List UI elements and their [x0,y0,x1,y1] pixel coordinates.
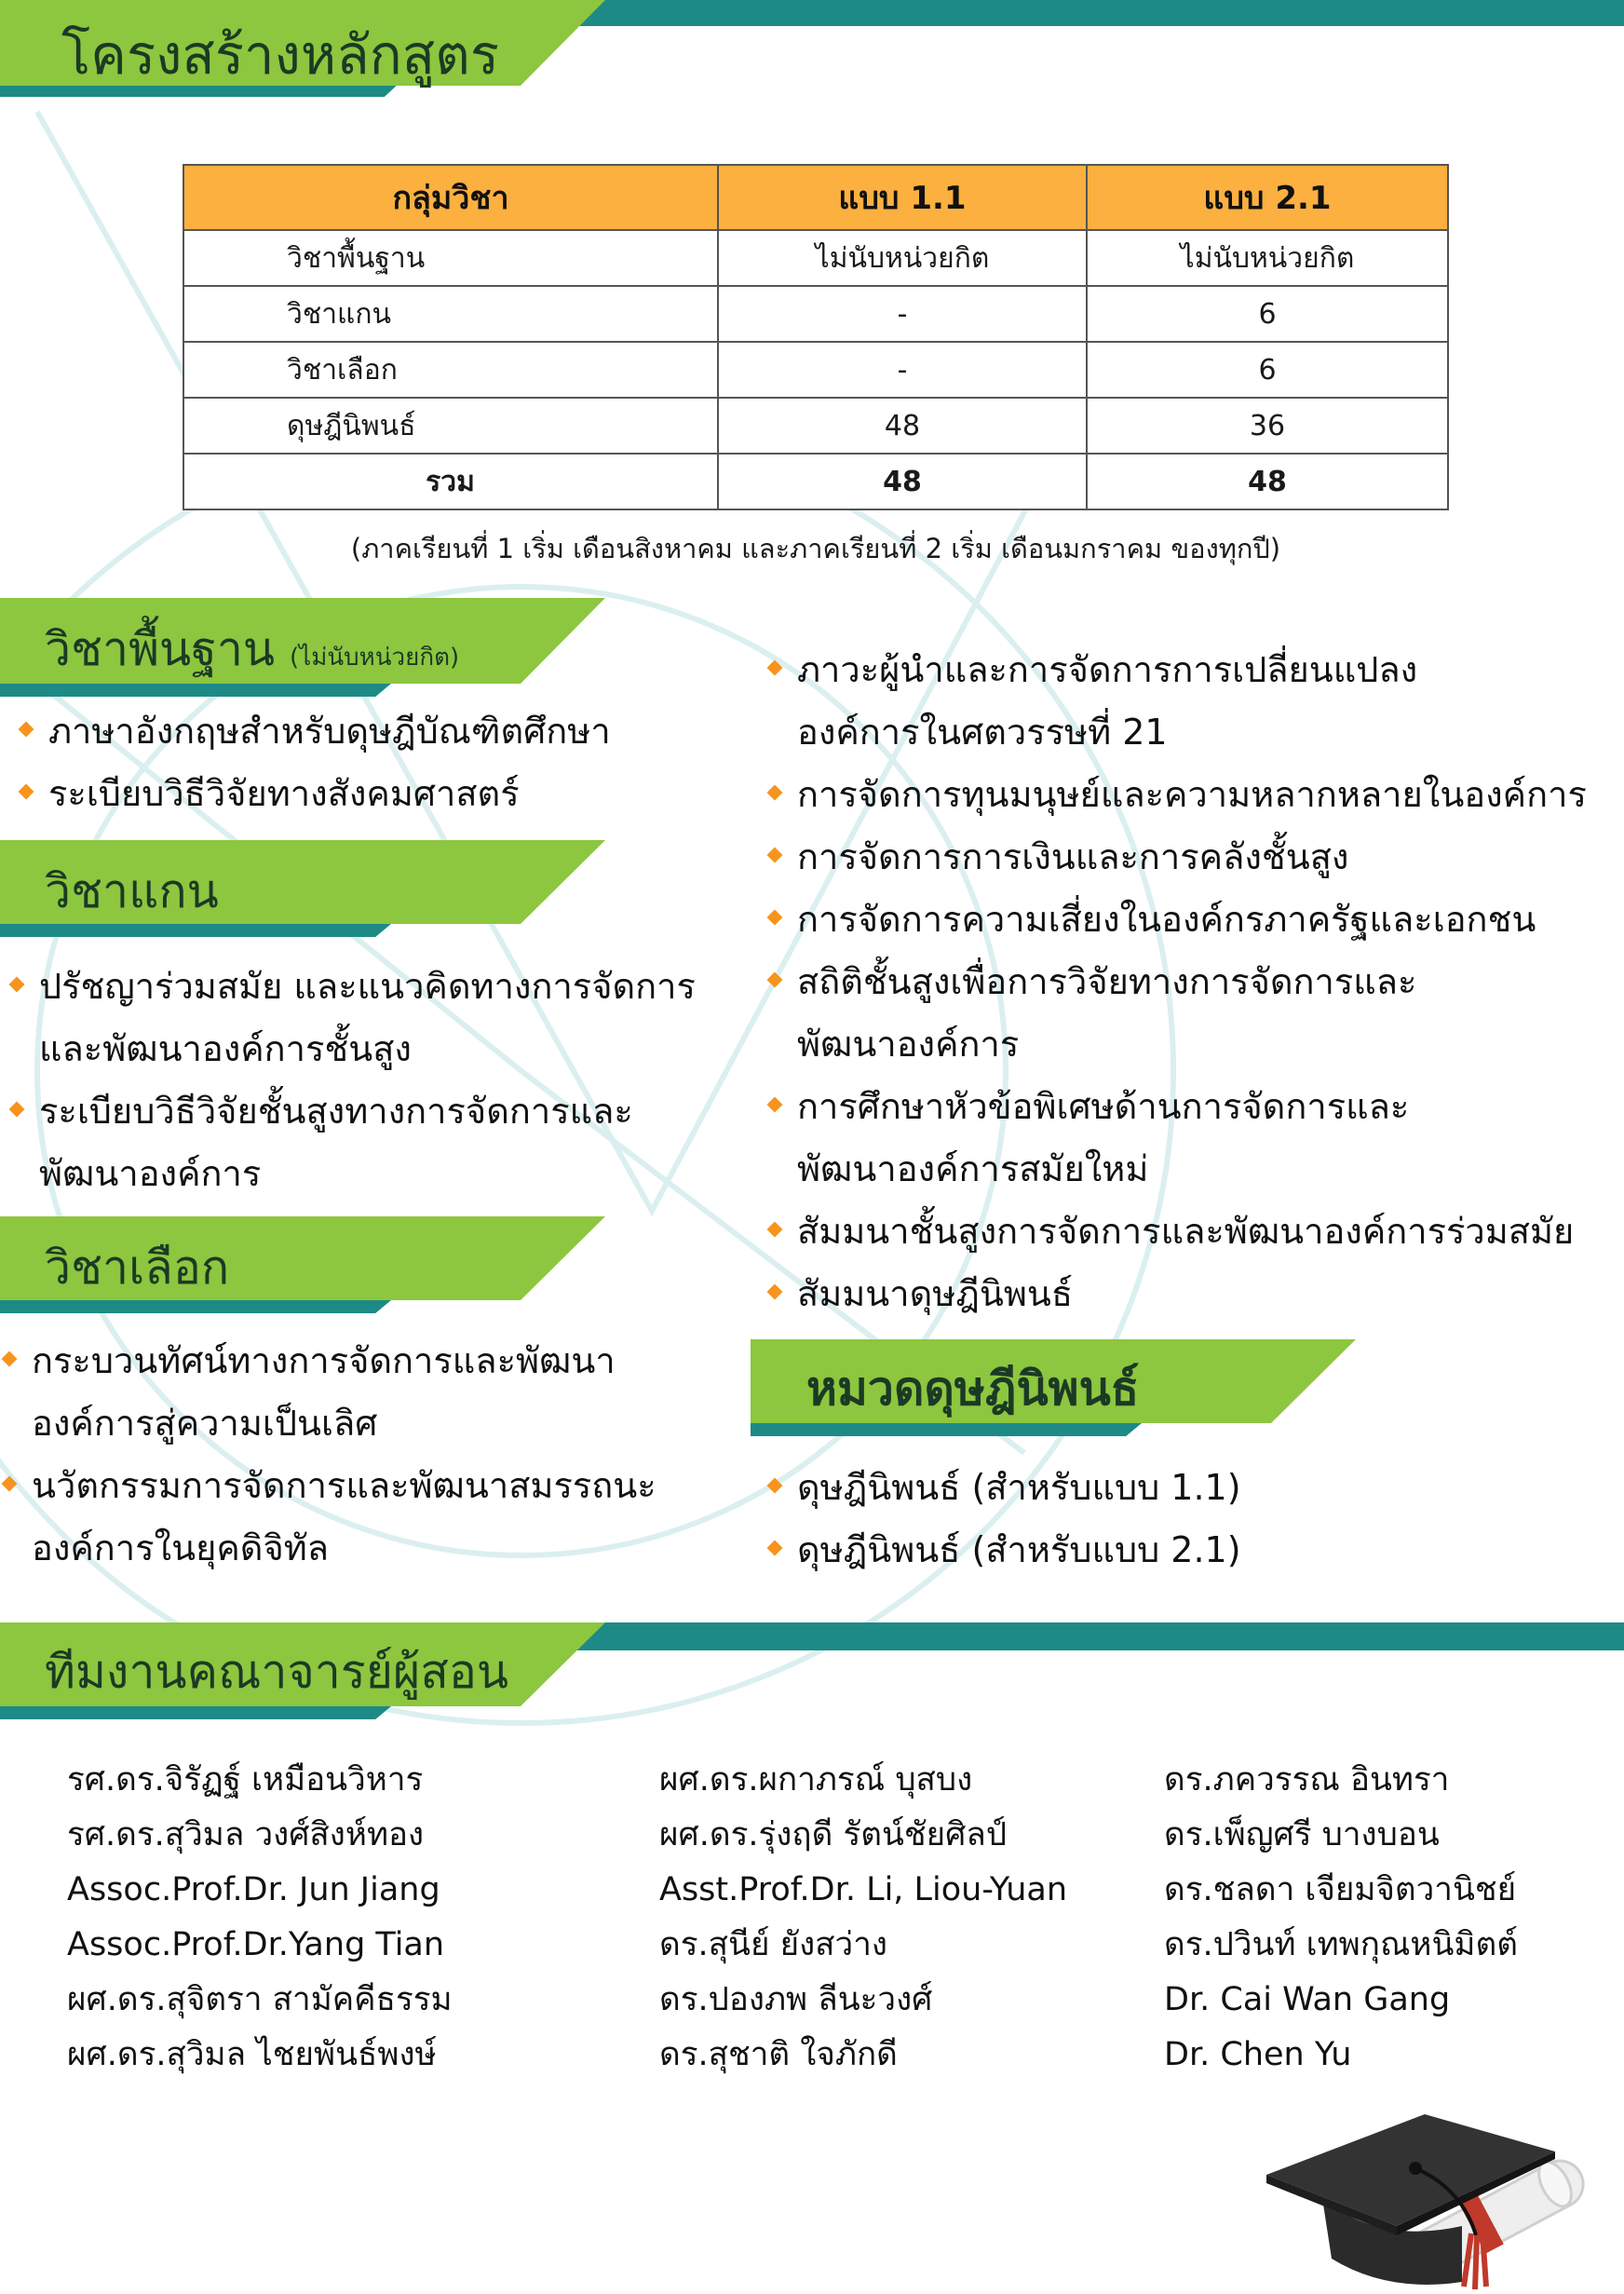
list-item: การศึกษาหัวข้อพิเศษด้านการจัดการและ [765,1076,1587,1138]
faculty-name: ดร.ชลดา เจียมจิตวานิชย์ [1164,1871,1517,1908]
faculty-name: Dr. Chen Yu [1164,2036,1352,2073]
faculty-name: ผศ.ดร.สุจิตรา สามัคคีธรรม [67,1981,453,2018]
list-item: ระเบียบวิธีวิจัยทางสังคมศาสตร์ [17,763,611,825]
semester-note: (ภาคเรียนที่ 1 เริ่ม เดือนสิงหาคม และภาคเรียนที่ 2 เริ่ม เดือนมกราคม ของทุกปี) [350,533,1281,564]
table-header-cell: แบบ 2.1 [1087,165,1448,230]
section-banner-foundation [0,598,615,697]
table-row [183,286,1448,342]
section-banner-elective [0,1216,615,1313]
section-title: วิชาพื้นฐาน [45,622,276,676]
list-item: นวัตกรรมการจัดการและพัฒนาสมรรถนะ [0,1455,656,1517]
table-cell: 6 [1087,342,1448,398]
list-item: ภาวะผู้นำและการจัดการการเปลี่ยนแปลง [765,639,1587,701]
list-item: ดุษฎีนิพนธ์ (สำหรับแบบ 1.1) [765,1457,1241,1519]
list-item-continuation: พัฒนาองค์การ [797,1024,1020,1065]
list-item: สัมมนาชั้นสูงการจัดการและพัฒนาองค์การร่วมสมัย [765,1201,1587,1263]
list-item: ปรัชญาร่วมสมัย และแนวคิดทางการจัดการ [7,956,696,1018]
table-row [183,342,1448,398]
table-cell: ดุษฎีนิพนธ์ [183,398,718,454]
table-cell: - [718,342,1087,398]
bullet-icon [767,972,783,988]
bullet-icon [2,1476,18,1492]
list-item: สัมมนาดุษฎีนิพนธ์ [765,1263,1587,1325]
section-subtitle: (ไม่นับหน่วยกิต) [289,644,460,672]
elective-list-right [765,639,1587,1325]
list-item: ภาษาอังกฤษสำหรับดุษฎีบัณฑิตศึกษา [17,700,611,763]
list-item-continuation: องค์การในศตวรรษที่ 21 [797,712,1168,753]
dissertation-list [765,1457,1241,1581]
core-list [7,956,696,1205]
table-cell: วิชาเลือก [183,342,718,398]
faculty-name: Dr. Cai Wan Gang [1164,1981,1451,2018]
foundation-list [17,700,611,825]
section-banner-core [0,840,615,937]
list-item: กระบวนทัศน์ทางการจัดการและพัฒนา [0,1330,656,1392]
section-title: หมวดดุษฎีนิพนธ์ [806,1362,1140,1416]
section-title: ทีมงานคณาจารย์ผู้สอน [45,1645,509,1699]
bullet-icon [19,722,34,738]
bullet-icon [767,1097,783,1113]
page-title: โครงสร้างหลักสูตร [61,23,499,87]
table-cell: 6 [1087,286,1448,342]
bullet-icon [2,1351,18,1367]
table-row [183,398,1448,454]
faculty-name: ผศ.ดร.ผกาภรณ์ บุสบง [659,1761,973,1799]
bullet-icon [767,785,783,801]
section-banner-faculty [0,1622,615,1719]
list-item-continuation: องค์การสู่ความเป็นเลิศ [32,1403,378,1444]
list-item-continuation: พัฒนาองค์การสมัยใหม่ [797,1148,1149,1189]
curriculum-table [183,164,1449,510]
list-item: ดุษฎีนิพนธ์ (สำหรับแบบ 2.1) [765,1519,1241,1581]
faculty-column-1 [67,1753,453,2083]
table-cell: วิชาแกน [183,286,718,342]
table-cell: - [718,286,1087,342]
graduation-cap-icon [1248,2086,1620,2291]
faculty-column-3 [1164,1753,1518,2083]
table-header-cell: กลุ่มวิชา [183,165,718,230]
faculty-name: รศ.ดร.สุวิมล วงศ์สิงห์ทอง [67,1816,425,1853]
bullet-icon [767,1541,783,1556]
list-item: การจัดการความเสี่ยงในองค์กรภาครัฐและเอกชน [765,889,1587,951]
faculty-name: ดร.เพ็ญศรี บางบอน [1164,1816,1440,1853]
bullet-icon [767,848,783,863]
bullet-icon [9,977,25,993]
table-cell: 48 [1087,454,1448,509]
faculty-name: ดร.สุชาติ ใจภักดี [659,2036,898,2073]
list-item: การจัดการทุนมนุษย์และความหลากหลายในองค์การ [765,764,1587,826]
elective-list-left [0,1330,656,1580]
faculty-name: Assoc.Prof.Dr. Jun Jiang [67,1871,440,1908]
table-cell: 48 [718,454,1087,509]
table-cell: รวม [183,454,718,509]
table-total-row [183,454,1448,509]
list-item-continuation: พัฒนาองค์การ [39,1153,262,1194]
bullet-icon [767,910,783,926]
faculty-name: Asst.Prof.Dr. Li, Liou-Yuan [659,1871,1068,1908]
table-cell: วิชาพื้นฐาน [183,230,718,286]
faculty-name: ผศ.ดร.สุวิมล ไชยพันธ์พงษ์ [67,2036,437,2073]
table-cell: 48 [718,398,1087,454]
table-row [183,230,1448,286]
faculty-name: Assoc.Prof.Dr.Yang Tian [67,1926,445,1963]
list-item-continuation: และพัฒนาองค์การชั้นสูง [39,1028,412,1069]
table-header-cell: แบบ 1.1 [718,165,1087,230]
bullet-icon [767,1222,783,1238]
faculty-name: ดร.สุนีย์ ยังสว่าง [659,1926,887,1963]
faculty-name: ผศ.ดร.รุ่งฤดี รัตน์ชัยศิลป์ [659,1816,1008,1853]
list-item: ระเบียบวิธีวิจัยชั้นสูงทางการจัดการและ [7,1080,696,1143]
list-item-continuation: องค์การในยุคดิจิทัล [32,1527,330,1568]
bullet-icon [767,1478,783,1494]
faculty-name: รศ.ดร.จิรัฏฐ์ เหมือนวิหาร [67,1761,424,1799]
page-title-banner [0,0,615,97]
bullet-icon [767,1284,783,1300]
faculty-column-2 [659,1753,1067,2083]
table-cell: ไม่นับหน่วยกิต [1087,230,1448,286]
table-cell: 36 [1087,398,1448,454]
list-item: การจัดการการเงินและการคลังชั้นสูง [765,826,1587,889]
bullet-icon [767,660,783,676]
faculty-name: ดร.ปวินท์ เทพกุณหนิมิตต์ [1164,1926,1518,1963]
bullet-icon [9,1102,25,1118]
section-banner-dissertation [751,1339,1365,1436]
section-title: วิชาแกน [45,864,219,918]
section-title: วิชาเลือก [45,1241,230,1295]
faculty-teal-bar [521,1622,1624,1650]
faculty-name: ดร.ปองภพ ลีนะวงศ์ [659,1981,933,2018]
faculty-name: ดร.ภควรรณ อินทรา [1164,1761,1450,1799]
list-item: สถิติชั้นสูงเพื่อการวิจัยทางการจัดการและ [765,951,1587,1013]
table-cell: ไม่นับหน่วยกิต [718,230,1087,286]
header-teal-bar [559,0,1624,26]
bullet-icon [19,784,34,800]
table-header-row [183,165,1448,230]
